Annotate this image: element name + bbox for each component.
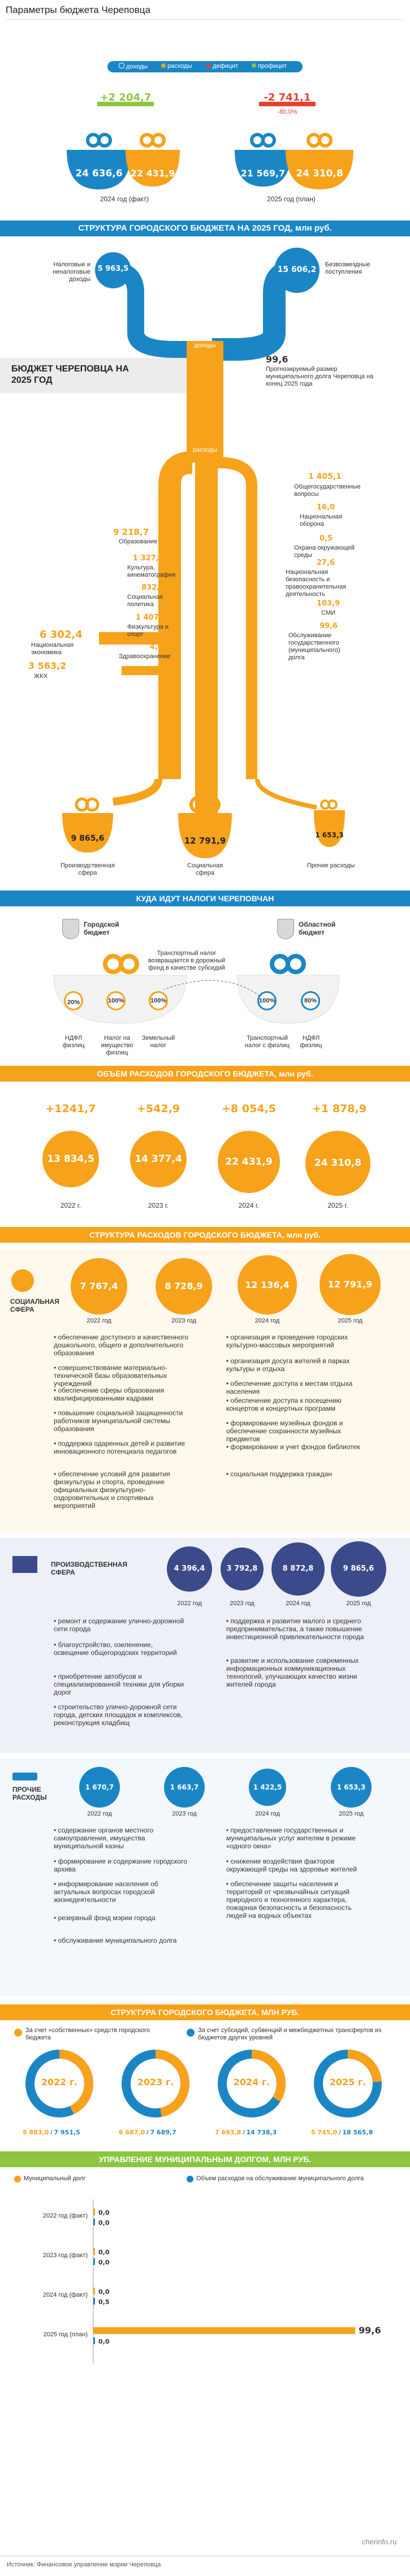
debt-label: Прогнозируемый размер муниципального долга Череповца на конец 2025 года [266,366,374,387]
own-legend-label: За счет «собственных» средств городского бюджета [25,2027,150,2041]
budget-title: БЮДЖЕТ ЧЕРЕПОВЦА НА 2025 ГОД [11,364,129,385]
social-value-2023: 8 728,9 [156,1258,212,1315]
region-budget-label: Областной бюджет [299,920,336,936]
soc-item-5-label: Здравоохранение [119,653,171,660]
oth-item-3-value: 0,5 [320,534,333,543]
service-legend-label: Объем расходов на обслуживание муниципального долга [196,2175,364,2182]
prod-bullet-l2: • благоустройство, озеленение, освещение общегородских территорий [54,1641,177,1657]
page-title: Параметры бюджета Череповца [6,5,150,15]
volume-delta-2024: +8 054,5 [222,1103,276,1115]
debt-category-label: 2024 год (факт) [42,2292,88,2298]
social-bullet-r7: • социальная поддержка граждан [226,1470,332,1478]
social-sphere-title: СОЦИАЛЬНАЯ СФЕРА [10,1298,59,1313]
volume-year-2022: 2022 г. [60,1201,81,1209]
ext-legend-swatch [187,2029,195,2037]
oth-bullet-r3: • обеспечение защиты населения и территорий от чрезвычайных ситуаций природного и техногенного характера, пожарная безопасность и безопасность людей на водных объектах [226,1880,352,1920]
prod-value-2023: 3 792,8 [221,1548,264,1590]
social-bullet-l5: • поддержка одаренных детей и развитие инновационного потенциала педагогов [54,1440,185,1455]
production-label: Производственная сфера [61,862,115,876]
production-sphere-title: ПРОИЗВОДСТВЕННАЯ СФЕРА [51,1561,128,1576]
region-tax-2-label: НДФЛ физлиц [300,1035,322,1049]
volume-delta-2023: +542,9 [136,1103,180,1115]
soc-item-4-label: Физкультура и спорт [127,624,169,638]
city-tax-2-pct: 100% [106,991,126,1010]
oth-year-2024: 2024 год [255,1810,280,1817]
volume-delta-2025: +1 878,9 [312,1103,366,1115]
social-label: Социальная сфера [187,862,223,876]
social-value-2024: 12 136,4 [238,1255,297,1315]
year-label-2025: 2025 год (план) [267,195,316,203]
exp-structure-band: СТРУКТУРА РАСХОДОВ ГОРОДСКОГО БЮДЖЕТА, млн руб. [0,1227,410,1243]
structure-band: СТРУКТУРА ГОРОДСКОГО БЮДЖЕТА НА 2025 ГОД, млн руб. [0,221,410,236]
year-label-2024: 2024 год (факт) [100,195,149,203]
volume-year-2024: 2024 г. [238,1201,260,1209]
social-value-2025: 12 791,9 [320,1254,381,1315]
overview-graphic [0,79,410,215]
debt-bar [93,2298,95,2305]
debt-value-label: 0,0 [98,2338,110,2345]
soc-item-3-value: 832,9 [141,584,165,592]
purse-expense-2025 [286,135,353,189]
oth-item-1-label: Общегосударственные вопросы [294,483,361,498]
oth-bullet-l1: • содержание органов местного самоуправления, имущества муниципальной казны [54,1826,154,1850]
other-total: 1 653,3 [315,831,344,839]
surplus-2024-value: +2 204,7 [100,92,152,103]
oth-bullet-l2: • формирование и содержание городского архива [54,1857,188,1873]
oth-item-5-label: СМИ [321,610,335,616]
social-bullet-l3: • обеспечение сферы образования квалифицированными кадрами [54,1386,165,1402]
taxes-band: КУДА ИДУТ НАЛОГИ ЧЕРЕПОВЧАН [0,891,410,906]
oth-item-6-value: 99,6 [320,622,338,630]
other-sphere-title: ПРОЧИЕ РАСХОДЫ [12,1786,47,1801]
soc-item-1-label: Образование [119,538,158,545]
debt-category-label: 2025 год (план) [43,2331,88,2338]
social-value-2022: 7 767,4 [71,1258,127,1315]
ext-legend-label: За счет субсидий, субвенций и межбюджетных трансфертов из бюджетов других уровней [198,2027,382,2041]
oth-year-2023: 2023 год [172,1810,197,1817]
transport-tax-note: Транспортный налог возвращается в дорожный фонд в качестве субсидий [148,950,226,971]
oth-bullet-r2: • снижение воздействия факторов окружающей среды на здоровье жителей [226,1857,357,1873]
purse-income-2024 [67,135,131,189]
oth-value-2025: 1 653,3 [331,1767,372,1808]
city-tax-2-label: Налог на имущество физлиц [101,1035,133,1056]
deficit-2025-value: -2 741,1 [264,92,311,103]
oth-item-6-label: Обслуживание государственного (муниципального) долга [288,632,340,661]
taxes-label: Налоговые и неналоговые доходы [53,261,90,283]
city-tax-1-pct: 20% [64,991,83,1010]
debt-legend-label: Муниципальный долг [24,2175,86,2182]
soc-item-4-value: 1 407,5 [136,613,167,622]
region-tax-2-pct: 80% [301,991,320,1010]
prod-bullet-r1: • поддержка и развитие малого и среднего предпринимательства, а также повышение инвестиционной привлекательности города [226,1617,364,1641]
debt-bar [93,2258,95,2265]
soc-item-2-label: Культура, кинематография [127,564,176,578]
volume-value-2023: 14 377,4 [130,1131,187,1187]
social-people-icon [11,1269,34,1292]
prod-item-1-label: Национальная экономика [31,642,74,656]
debt-value-label: 99,6 [359,2325,381,2336]
social-total: 12 791,9 [184,836,226,846]
social-bullet-r3: • обеспечение доступа к местам отдыха населения [226,1380,353,1395]
title-rule [6,19,404,20]
oth-bullet-l5: • обслуживание муниципального долга [54,1937,177,1944]
expense-tag: расходы [192,447,218,453]
oth-item-2-value: 16,0 [317,503,335,512]
oth-item-3-label: Охрана окружающей среды [294,544,355,559]
oth-item-4-label: Национальная безопасность и правоохранительная деятельность [286,569,346,598]
other-label: Прочие расходы [307,862,355,869]
debt-bar [93,2219,95,2225]
debt-bar [93,2327,355,2334]
debt-value-label: 0,0 [98,2288,110,2296]
social-bullet-l2: • совершенствование материально-технической базы образовательных учреждений [54,1364,167,1388]
region-tax-1-pct: 100% [257,991,277,1010]
oth-item-5-value: 103,9 [317,599,340,608]
prod-year-2023: 2023 год [230,1600,254,1607]
prod-value-2022: 4 396,4 [167,1546,212,1592]
donut-year-2025: 2025 г. [329,2077,366,2087]
pen-icon [12,1773,37,1780]
taxes-value: 5 963,5 [97,265,129,273]
social-bullet-l1: • обеспечение доступного и качественного дошкольного, общего и дополнительного образования [54,1333,188,1357]
prod-item-2-label: ЖКХ [34,673,48,680]
prod-value-2025: 9 865,6 [331,1541,386,1597]
donut-vals-2025: 5 745,0 / 18 565,8 [311,2129,373,2136]
income-2024-value: 24 636,6 [75,168,123,179]
volume-year-2023: 2023 г. [148,1201,169,1209]
soc-item-1-value: 9 218,7 [113,527,149,537]
donut-vals-2023: 6 687,0 / 7 689,7 [119,2129,176,2136]
city-budget-label: Городской бюджет [84,920,119,936]
oth-value-2024: 1 422,5 [249,1769,286,1806]
city-tax-3-pct: 100% [149,991,168,1010]
legend-item-deficit: дефицит [206,63,238,70]
legend-item-surplus: профицит [252,63,287,70]
oth-value-2022: 1 670,7 [79,1767,120,1808]
oth-year-2022: 2022 год [87,1810,112,1817]
oth-year-2025: 2025 год [339,1810,364,1817]
factory-icon [12,1556,37,1573]
debt-bar [93,2208,95,2215]
oth-bullet-r1: • предоставление государственных и муниципальных услуг жителям в режиме «одного окна» [226,1826,356,1850]
debt-value-label: 0,0 [98,2209,110,2216]
income-tag: доходы [194,342,216,349]
soc-item-3-label: Социальная политика [127,594,163,608]
transfers-label: Безвозмездные поступления [325,261,370,275]
debt-category-label: 2022 год (факт) [42,2212,88,2219]
social-bullet-r4: • обеспечение доступа к посещению концертов и концертных программ [226,1397,342,1412]
oth-item-1-value: 1 405,1 [308,472,342,481]
prod-bullet-l4: • строительство улично-дорожной сети города, детских площадок и комплексов, реконструкция кладбищ [54,1703,183,1727]
soc-item-2-value: 1 327,9 [133,554,164,563]
debt-band: УПРАВЛЕНИЕ МУНИЦИПАЛЬНЫМ ДОЛГОМ, МЛН РУБ. [0,2151,410,2167]
prod-bullet-l3: • приобретение автобусов и специализированной техники для уборки дорог [54,1672,184,1696]
footer-source: Источник: Финансовое управление мэрии Череповца [7,2561,161,2568]
donut-vals-2022: 5 883,0 / 7 951,5 [23,2129,80,2136]
oth-item-4-value: 27,6 [317,559,335,567]
social-year-2025: 2025 год [338,1317,362,1324]
purse-expense-2024 [126,135,180,187]
oth-bullet-l3: • информирование населения об актуальных вопросах городской жизнедеятельности [54,1880,158,1904]
social-bullet-l6: • обеспечение условий для развития физкультуры и спорта, проведение официальных физкультурно-оздоровительных и спортивных мероприятий [54,1470,170,1510]
service-legend-swatch [187,2176,193,2182]
legend-item-income: доходы [119,63,148,70]
deficit-2025-pct: -80,0% [277,109,297,115]
income-2025-value: 21 569,7 [240,168,286,179]
soc-item-5-value: 4,9 [150,643,163,651]
prod-bullet-r2: • развитие и использование современных информационных коммуникационных технологий, улучшающих качество жизни жителей города [226,1657,359,1688]
expense-2024-value: 22 431,9 [130,168,175,179]
debt-value-label: 0,0 [98,2219,110,2227]
footer-site[interactable]: cherinfo.ru [362,2538,397,2546]
social-year-2023: 2023 год [171,1317,196,1324]
purse-income-2025 [235,135,291,187]
prod-value-2024: 8 872,8 [271,1542,325,1596]
debt-value-label: 0,0 [98,2249,110,2256]
social-bullet-r6: • формирование и учет фондов библиотек [226,1443,360,1451]
prod-year-2025: 2025 год [346,1600,371,1607]
debt-category-label: 2023 год (факт) [42,2252,88,2259]
social-bullet-r2: • организация досуга жителей в парках культуры и отдыха [226,1357,350,1373]
prod-item-2-value: 3 563,2 [28,660,67,671]
donut-year-2024: 2024 г. [233,2077,270,2087]
debt-value-label: 0,0 [98,2259,110,2266]
transfers-value: 15 606,2 [277,265,317,274]
volume-delta-2022: +1241,7 [45,1103,96,1115]
expense-2025-value: 24 310,8 [296,168,343,179]
debt-value-label: 0,5 [98,2298,110,2306]
taxes-purses-graphic [0,933,410,1029]
donut-year-2022: 2022 г. [41,2077,78,2087]
own-legend-swatch [14,2029,22,2037]
volume-value-2025: 24 310,8 [305,1131,370,1196]
volume-band: ОБЪЕМ РАСХОДОВ ГОРОДСКОГО БЮДЖЕТА, млн руб. [0,1066,410,1082]
region-tax-1-label: Транспортный налог с физлиц [244,1035,290,1049]
prod-bullet-l1: • ремонт и содержание улично-дорожной сети города [54,1617,184,1633]
social-bullet-l4: • повышение социальной защищенности работников муниципальной системы образования [54,1409,183,1433]
volume-year-2025: 2025 г. [327,1201,348,1209]
production-total: 9 865,6 [71,834,105,843]
social-bullet-r1: • организация и проведение городских культурно-массовых мероприятий [226,1333,348,1349]
donut-year-2023: 2023 г. [137,2077,174,2087]
debt-legend-swatch [14,2176,21,2182]
volume-value-2024: 22 431,9 [218,1131,280,1193]
city-tax-1-label: НДФЛ физлиц [62,1035,85,1049]
income-struct-band: СТРУКТУРА ГОРОДСКОГО БЮДЖЕТА, МЛН РУБ. [0,2004,410,2020]
oth-value-2023: 1 663,7 [164,1767,205,1808]
legend-item-expense: расходы [161,63,192,70]
prod-item-1-value: 6 302,4 [40,629,83,641]
debt-bar [93,2248,95,2255]
debt-bar [93,2337,95,2344]
social-bullet-r5: • формирование музейных фондов и обеспечение сохранности музейных предметов [226,1419,343,1443]
oth-bullet-l4: • резервный фонд мэрии города [54,1914,156,1922]
debt-bar [93,2288,95,2294]
debt-chart [0,2194,410,2369]
social-year-2024: 2024 год [254,1317,280,1324]
volume-value-2022: 13 834,5 [42,1131,99,1187]
city-tax-3-label: Земельный налог [141,1035,175,1049]
debt-value: 99,6 [266,354,288,365]
prod-year-2022: 2022 год [177,1600,202,1607]
donut-vals-2024: 7 693,8 / 14 738,3 [215,2129,277,2136]
social-year-2022: 2022 год [87,1317,111,1324]
oth-item-2-label: Национальная оборона [300,513,343,528]
prod-year-2024: 2024 год [286,1600,310,1607]
